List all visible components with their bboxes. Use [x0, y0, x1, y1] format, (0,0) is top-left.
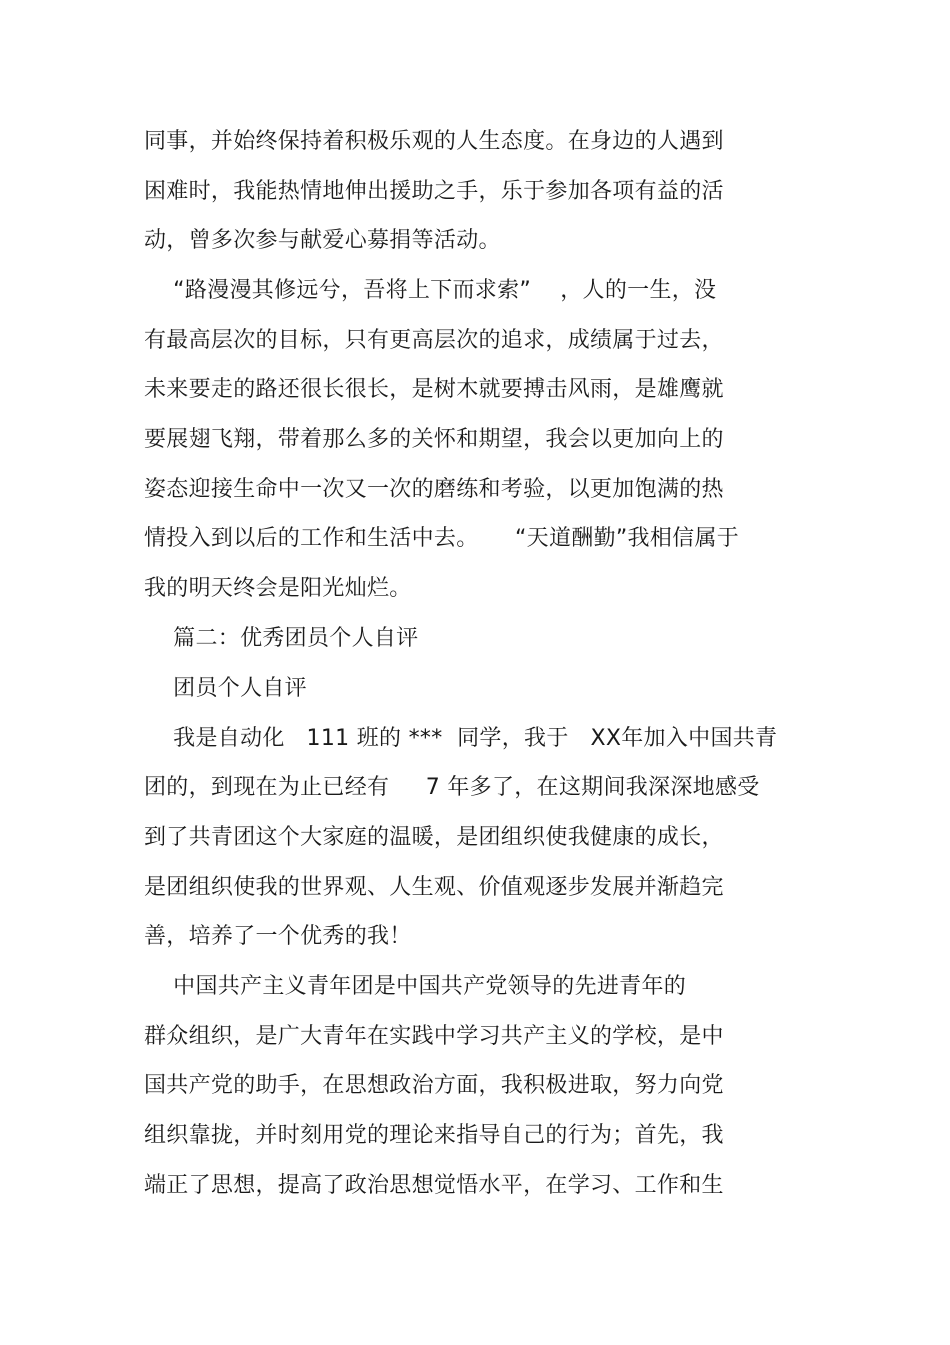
- text-line: 未来要走的路还很长很长，是树木就要搏击风雨，是雄鹰就: [144, 377, 724, 402]
- text-line: 姿态迎接生命中一次又一次的磨练和考验，以更加饱满的热: [144, 477, 724, 502]
- text-line: 团的，到现在为止已经有 7 年多了，在这期间我深深地感受: [144, 775, 760, 800]
- section-heading: 篇二：优秀团员个人自评: [144, 626, 419, 651]
- text-line: 要展翅飞翔，带着那么多的关怀和期望，我会以更加向上的: [144, 427, 724, 452]
- text-line: 组织靠拢，并时刻用党的理论来指导自己的行为；首先，我: [144, 1123, 724, 1148]
- text-line: 群众组织，是广大青年在实践中学习共产主义的学校，是中: [144, 1024, 724, 1049]
- text-line: 善，培养了一个优秀的我！: [144, 924, 412, 949]
- text-line: 我是自动化 111 班的 *** 同学，我于 XX年加入中国共青: [144, 726, 778, 751]
- text-line: 到了共青团这个大家庭的温暖，是团组织使我健康的成长，: [144, 825, 724, 850]
- text-line: 动，曾多次参与献爱心募捐等活动。: [144, 228, 501, 253]
- text-line: 中国共产主义青年团是中国共产党领导的先进青年的: [144, 974, 687, 999]
- section-subheading: 团员个人自评: [144, 676, 307, 701]
- text-line: 国共产党的助手，在思想政治方面，我积极进取，努力向党: [144, 1073, 724, 1098]
- text-line: 端正了思想，提高了政治思想觉悟水平，在学习、工作和生: [144, 1173, 724, 1198]
- text-line: 情投入到以后的工作和生活中去。 “天道酬勤”我相信属于: [144, 526, 740, 551]
- text-line: 同事，并始终保持着积极乐观的人生态度。在身边的人遇到: [144, 129, 724, 154]
- text-line: 有最高层次的目标，只有更高层次的追求，成绩属于过去，: [144, 328, 724, 353]
- text-line: 我的明天终会是阳光灿烂。: [144, 576, 412, 601]
- text-line: 是团组织使我的世界观、人生观、价值观逐步发展并渐趋完: [144, 875, 724, 900]
- text-line: “路漫漫其修远兮，吾将上下而求索” ，人的一生，没: [144, 278, 717, 303]
- text-line: 困难时，我能热情地伸出援助之手，乐于参加各项有益的活: [144, 179, 724, 204]
